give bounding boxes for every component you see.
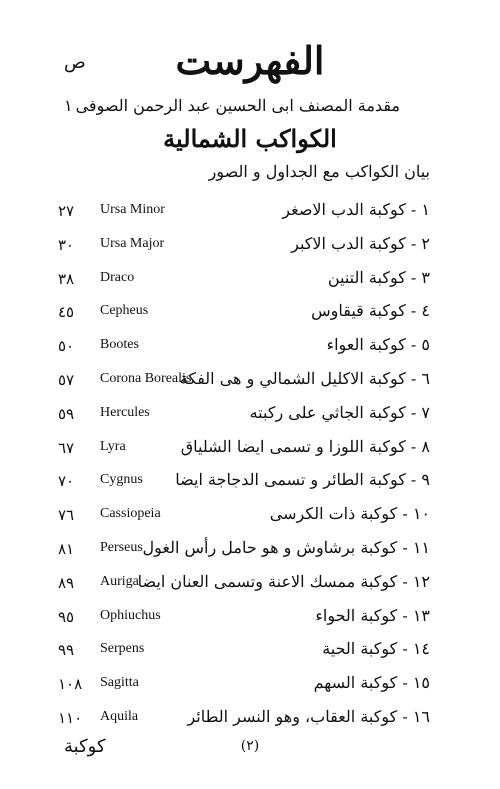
toc-row (0, 365, 500, 399)
toc-list (0, 196, 500, 737)
toc-latin-name: Auriga (100, 573, 139, 589)
toc-row (0, 466, 500, 500)
toc-row (0, 669, 500, 703)
toc-row (0, 297, 500, 331)
footer-catchword: كوكبة (64, 736, 106, 757)
section-heading: الكواكب الشمالية (163, 124, 337, 153)
toc-arabic-title: ١٢ - كوكبة ممسك الاعنة وتسمى العنان ايضا (137, 571, 430, 591)
toc-latin-name: Ursa Minor (100, 202, 165, 217)
toc-row (0, 196, 500, 230)
toc-arabic-title: ١ - كوكبة الدب الاصغر (282, 200, 430, 219)
toc-page-number: ٩٩ (58, 641, 75, 660)
toc-arabic-title: ٩ - كوكبة الطائر و تسمى الدجاجة ايضا (175, 470, 430, 490)
page-column-label: ص (64, 52, 86, 73)
toc-latin-name: Ursa Major (100, 235, 165, 251)
toc-row (0, 703, 500, 737)
toc-arabic-title: ٢ - كوكبة الدب الاكبر (291, 233, 430, 253)
toc-page-number: ٧٦ (58, 506, 75, 525)
toc-arabic-title: ١٥ - كوكبة السهم (313, 673, 430, 693)
toc-latin-name: Hercules (100, 404, 150, 420)
toc-page-number: ٨٩ (58, 573, 75, 592)
toc-row (0, 602, 500, 636)
toc-arabic-title: ٦ - كوكبة الاكليل الشمالي و هى الفكة (179, 368, 430, 388)
toc-latin-name: Draco (100, 269, 135, 285)
toc-page-number: ٤٥ (58, 303, 75, 322)
toc-row (0, 568, 500, 602)
toc-arabic-title: ١٣ - كوكبة الحواء (315, 605, 430, 625)
toc-page-number: ٥٧ (58, 370, 75, 389)
toc-row (0, 635, 500, 669)
toc-latin-name: Serpens (100, 641, 145, 657)
toc-row (0, 433, 500, 467)
toc-page-number: ١٠٨ (58, 675, 83, 694)
toc-row (0, 399, 500, 433)
toc-page-number: ١١٠ (58, 708, 83, 727)
toc-latin-name: Aquila (100, 708, 139, 724)
footer-page-number: (٢) (240, 738, 260, 754)
toc-arabic-title: ٤ - كوكبة قيقاوس (311, 301, 430, 321)
toc-latin-name: Bootes (100, 337, 139, 353)
toc-page-number: ٣٨ (58, 269, 75, 288)
intro-entry-page: ١ (64, 96, 73, 115)
toc-row (0, 230, 500, 264)
toc-latin-name: Corona Borealis (100, 370, 192, 386)
toc-arabic-title: ٣ - كوكبة التنين (327, 267, 430, 287)
page-title: الفهرست (175, 38, 325, 83)
intro-entry-text: مقدمة المصنف ابى الحسين عبد الرحمن الصوفى (75, 96, 400, 115)
toc-latin-name: Sagitta (100, 675, 139, 691)
toc-page-number: ٨١ (58, 539, 75, 558)
toc-page-number: ٣٠ (58, 235, 75, 254)
toc-page-number: ٧٠ (58, 472, 75, 491)
toc-latin-name: Lyra (100, 438, 126, 454)
toc-page-number: ٦٧ (58, 438, 75, 457)
toc-arabic-title: ١١ - كوكبة برشاوش و هو حامل رأس الغول (142, 537, 430, 557)
toc-arabic-title: ٨ - كوكبة اللوزا و تسمى ايضا الشلياق (180, 436, 430, 456)
toc-row (0, 534, 500, 568)
toc-latin-name: Cassiopeia (100, 506, 161, 522)
toc-page-number: ٥٩ (58, 404, 75, 423)
toc-latin-name: Cepheus (100, 303, 149, 319)
toc-arabic-title: ١٦ - كوكبة العقاب، وهو النسر الطائر (187, 706, 430, 726)
section-subheading: بيان الكواكب مع الجداول و الصور (208, 162, 430, 181)
toc-page-number: ٥٠ (58, 337, 75, 356)
toc-arabic-title: ١٤ - كوكبة الحية (322, 639, 430, 659)
toc-arabic-title: ٧ - كوكبة الجاثي على ركبته (249, 402, 430, 422)
toc-row (0, 500, 500, 534)
toc-page-number: ٢٧ (58, 202, 75, 220)
toc-latin-name: Cygnus (100, 472, 143, 488)
toc-latin-name: Perseus (100, 539, 143, 555)
toc-arabic-title: ١٠ - كوكبة ذات الكرسى (269, 504, 430, 524)
toc-arabic-title: ٥ - كوكبة العواء (326, 335, 430, 355)
toc-page-number: ٩٥ (58, 607, 75, 626)
toc-row (0, 264, 500, 298)
toc-row (0, 331, 500, 365)
toc-latin-name: Ophiuchus (100, 607, 161, 623)
